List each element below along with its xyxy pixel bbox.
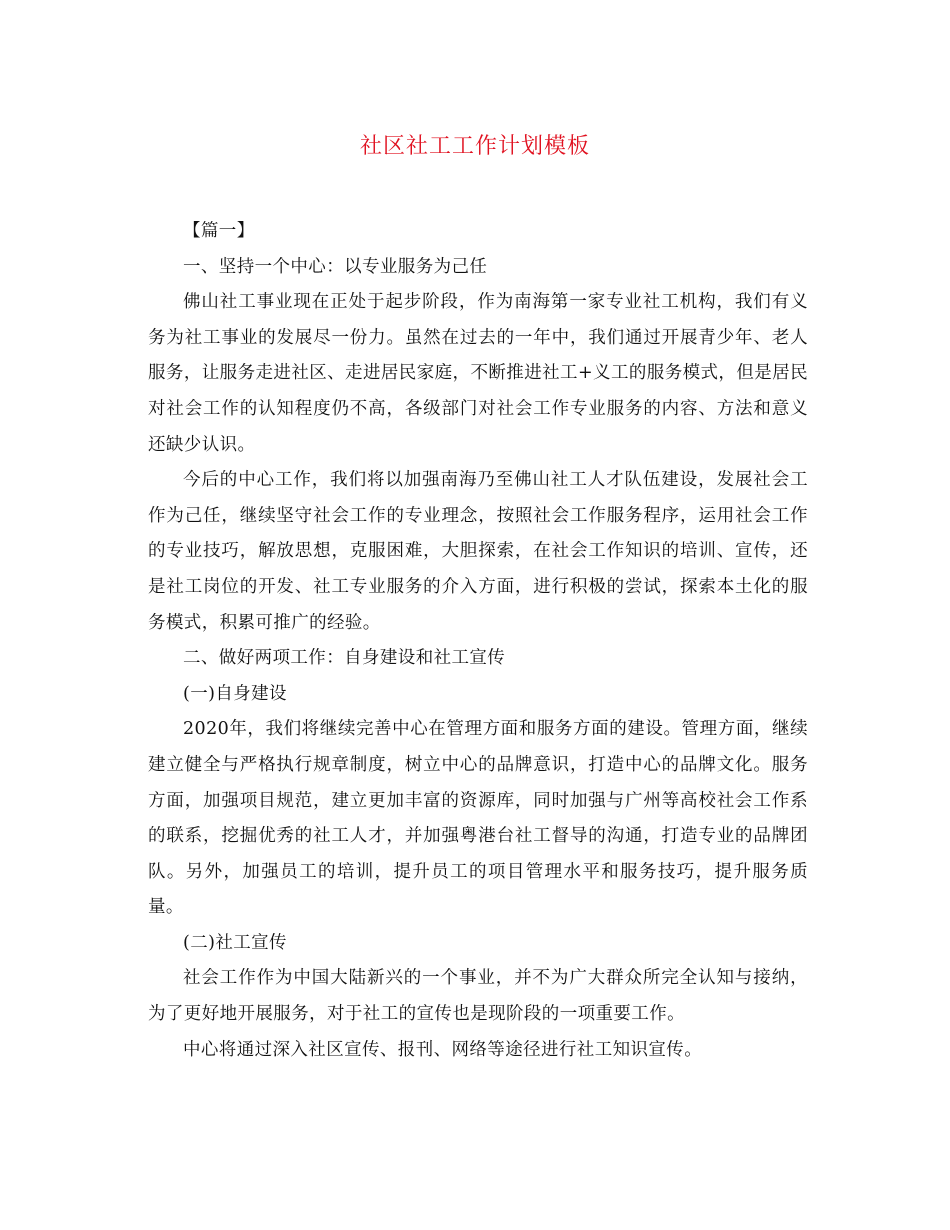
subheading-promotion: (二)社工宣传 xyxy=(183,932,287,953)
paragraph: 中心将通过深入社区宣传、报刊、网络等途径进行社工知识宣传。 xyxy=(183,1039,703,1060)
paragraph: 社会工作作为中国大陆新兴的一个事业，并不为广大群众所完全认知与接纳，为了更好地开展服务，对于社工的宣传也是现阶段的一项重要工作。 xyxy=(148,968,808,1025)
section-marker: 【篇一】 xyxy=(183,221,255,241)
paragraph: 佛山社工事业现在正处于起步阶段，作为南海第一家专业社工机构，我们有义务为社工事业的发展尽一份力。虽然在过去的一年中，我们通过开展青少年、老人服务，让服务走进社区、走进居民家庭，不断推进社工+义工的服务模式，但是居民对社会工作的认知程度仍不高，各级部门对社会工作专业服务的内容、方法和意义还缺少认识。 xyxy=(148,292,808,455)
heading-one: 一、坚持一个中心：以专业服务为己任 xyxy=(183,256,488,277)
heading-two: 二、做好两项工作：自身建设和社工宣传 xyxy=(183,648,506,669)
document-body xyxy=(148,214,808,1068)
document-title: 社区社工工作计划模板 xyxy=(359,134,590,159)
paragraph: 2020年，我们将继续完善中心在管理方面和服务方面的建设。管理方面，继续建立健全与严格执行规章制度，树立中心的品牌意识，打造中心的品牌文化。服务方面，加强项目规范，建立更加丰富的资源库，同时加强与广州等高校社会工作系的联系，挖掘优秀的社工人才，并加强粤港台社工督导的沟通，打造专业的品牌团队。另外，加强员工的培训，提升员工的项目管理水平和服务技巧，提升服务质量。 xyxy=(148,719,808,918)
subheading-self-building: (一)自身建设 xyxy=(183,683,287,704)
paragraph: 今后的中心工作，我们将以加强南海乃至佛山社工人才队伍建设，发展社会工作为己任，继续坚守社会工作的专业理念，按照社会工作服务程序，运用社会工作的专业技巧，解放思想，克服困难，大胆探索，在社会工作知识的培训、宣传，还是社工岗位的开发、社工专业服务的介入方面，进行积极的尝试，探索本土化的服务模式，积累可推广的经验。 xyxy=(148,470,808,633)
